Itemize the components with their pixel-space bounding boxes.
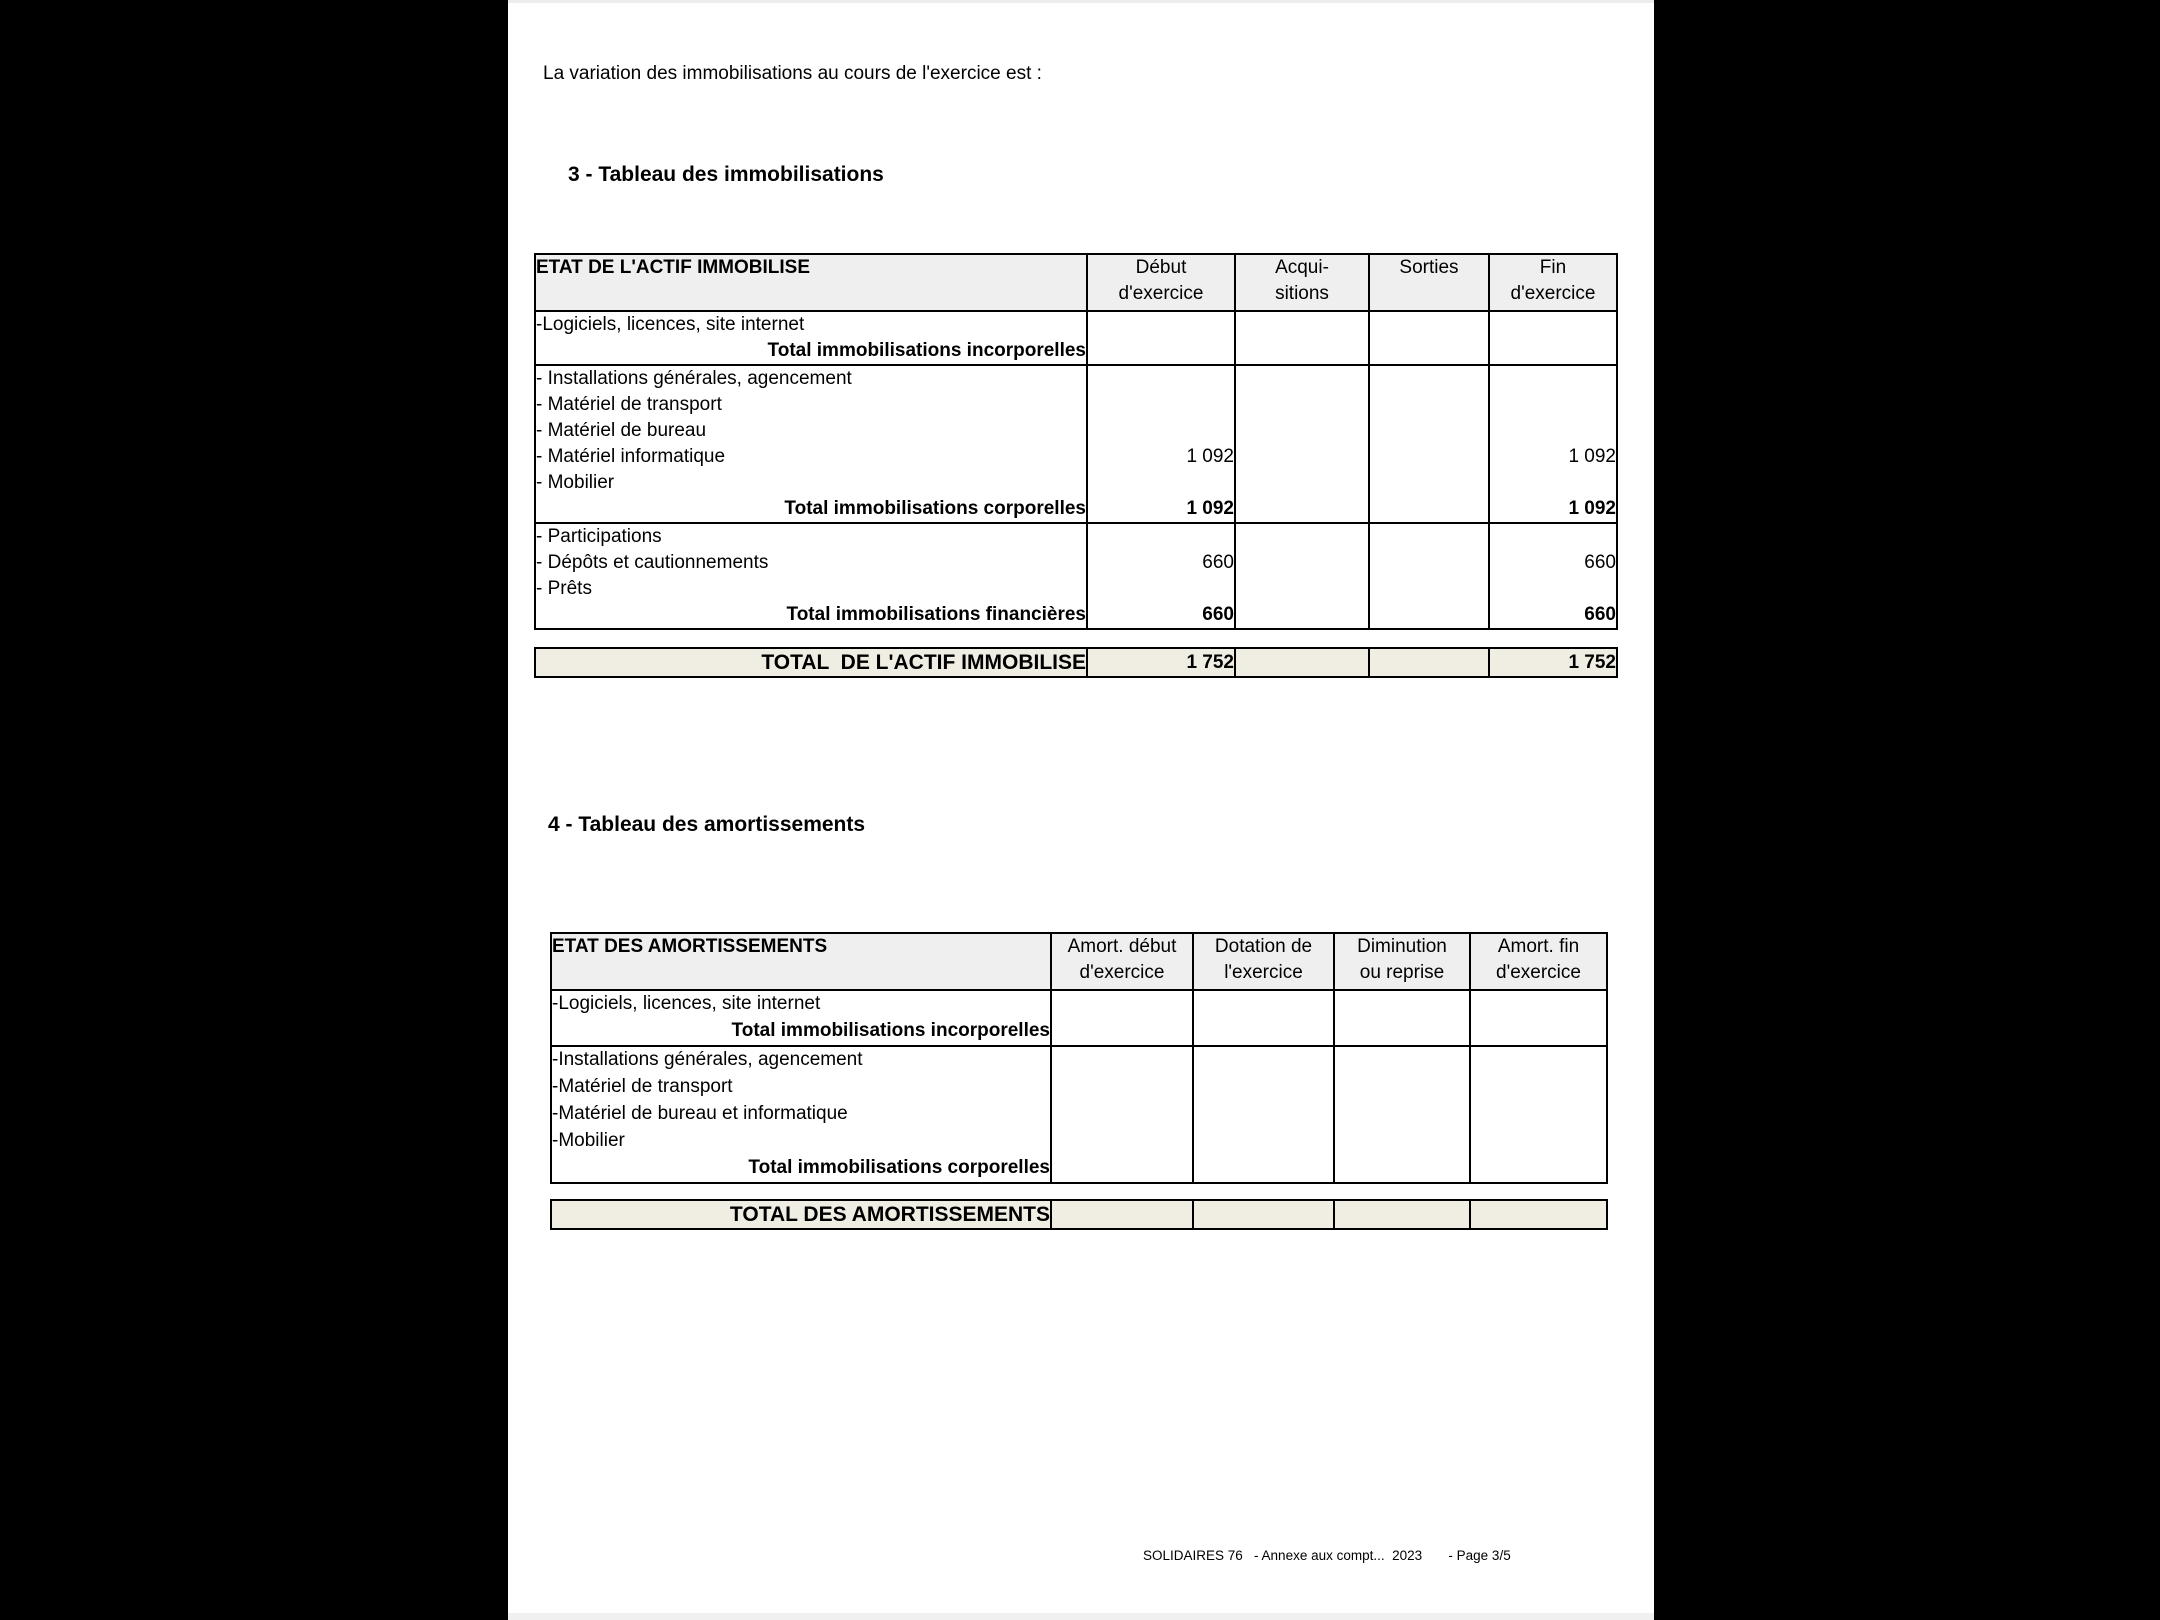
item-row: [535, 470, 1617, 496]
grand-total-value-cell: [1193, 1200, 1334, 1229]
value-cell: [1193, 1128, 1334, 1155]
grand-total-value-cell: [1470, 1200, 1607, 1229]
column-header-line2: d'exercice: [1510, 283, 1596, 304]
column-header-line2: ou reprise: [1359, 962, 1445, 983]
section-total-value-cell: [1087, 338, 1235, 365]
grand-total-value-cell: [1235, 648, 1369, 677]
item-label-cell: -Mobilier: [552, 1130, 625, 1151]
value-cell: [1369, 311, 1489, 338]
value-cell: [1369, 418, 1489, 444]
section-total-value-cell: [1193, 1018, 1334, 1046]
section-total-row: [551, 1155, 1607, 1183]
value-cell: [1087, 365, 1235, 392]
column-header-line1: Fin: [1539, 257, 1567, 278]
grand-total-value-cell: [1369, 648, 1489, 677]
column-header-line1: Dotation de: [1214, 936, 1313, 957]
column-header-cell: [1051, 933, 1193, 990]
item-label-cell: - Prêts: [536, 578, 592, 599]
value-cell: [1470, 1074, 1607, 1101]
page-footer-text: SOLIDAIRES 76 - Annexe aux compt... 2023 - Page 3/5: [1143, 1548, 1511, 1563]
grand-total-label-cell: TOTAL DE L'ACTIF IMMOBILISE: [761, 651, 1086, 674]
item-row: [535, 365, 1617, 392]
section-total-label-cell: Total immobilisations corporelles: [535, 496, 1087, 523]
value-cell: [1334, 990, 1470, 1018]
section-total-value-cell: [1369, 496, 1489, 523]
value-cell: 1 092: [1087, 444, 1235, 470]
value-cell: [1193, 1046, 1334, 1074]
value-cell: [1369, 523, 1489, 550]
value-cell: [1051, 990, 1193, 1018]
section-total-label-cell: Total immobilisations incorporelles: [551, 1018, 1051, 1046]
table-header-row: [551, 933, 1607, 990]
item-label-cell: -Matériel de bureau et informatique: [552, 1103, 848, 1124]
value-cell: [1051, 1128, 1193, 1155]
value-cell: [1369, 444, 1489, 470]
amortissements-grand-total-table: [550, 1199, 1608, 1230]
page-top-edge: [508, 0, 1654, 3]
column-header-line1: Début: [1135, 257, 1187, 278]
value-cell: [1235, 444, 1369, 470]
column-header-line1: Amort. fin: [1497, 936, 1580, 957]
value-cell: [1087, 576, 1235, 602]
table-title-cell: ETAT DES AMORTISSEMENTS: [551, 933, 1051, 990]
section-total-value-cell: [1334, 1018, 1470, 1046]
table-header-row: [535, 254, 1617, 311]
item-row: [535, 444, 1617, 470]
column-header-line2: d'exercice: [1118, 283, 1204, 304]
value-cell: [1087, 311, 1235, 338]
page-bottom-edge: [508, 1613, 1654, 1620]
section-total-value-cell: [1235, 602, 1369, 629]
section-total-row: [535, 602, 1617, 629]
column-header-line2: [1370, 281, 1488, 307]
section-total-value-cell: [1369, 602, 1489, 629]
value-cell: [1369, 365, 1489, 392]
table-title-cell: ETAT DE L'ACTIF IMMOBILISE: [535, 254, 1087, 311]
column-header-line1: Diminution: [1357, 936, 1447, 957]
item-row: [551, 990, 1607, 1018]
column-header-cell: [1235, 254, 1369, 311]
item-label-cell: - Matériel informatique: [536, 446, 726, 467]
column-header-line2: l'exercice: [1224, 962, 1303, 983]
section-total-value-cell: [1470, 1018, 1607, 1046]
section-total-label-cell: Total immobilisations corporelles: [748, 1157, 1050, 1178]
item-row: [535, 550, 1617, 576]
item-row: [535, 576, 1617, 602]
column-header-cell: [1193, 933, 1334, 990]
value-cell: 1 092: [1489, 444, 1617, 470]
item-label-cell: -Installations générales, agencement: [552, 1049, 863, 1070]
item-label-cell: - Participations: [536, 526, 662, 547]
value-cell: [1489, 311, 1617, 338]
value-cell: [1489, 365, 1617, 392]
section-total-value-cell: [1369, 338, 1489, 365]
value-cell: [1051, 1074, 1193, 1101]
section-total-label-cell: Total immobilisations incorporelles: [535, 338, 1087, 365]
column-header-line1: Amort. début: [1067, 936, 1177, 957]
value-cell: [1470, 1101, 1607, 1128]
value-cell: [1489, 470, 1617, 496]
value-cell: [1235, 311, 1369, 338]
value-cell: [1334, 1074, 1470, 1101]
item-row: [551, 1128, 1607, 1155]
value-cell: [1334, 1128, 1470, 1155]
value-cell: [1235, 576, 1369, 602]
item-row: [551, 1046, 1607, 1074]
value-cell: [1235, 523, 1369, 550]
actif-grand-total-table: [534, 647, 1618, 678]
column-header-line2: d'exercice: [1496, 962, 1581, 983]
value-cell: [1087, 470, 1235, 496]
value-cell: [1193, 1074, 1334, 1101]
value-cell: [1369, 576, 1489, 602]
value-cell: 660: [1087, 550, 1235, 576]
section-total-value-cell: 1 092: [1087, 496, 1235, 523]
amortissements-table: [550, 932, 1608, 1184]
value-cell: 660: [1489, 550, 1617, 576]
value-cell: [1051, 1046, 1193, 1074]
section-total-row: [535, 496, 1617, 523]
section-total-value-cell: [1235, 338, 1369, 365]
column-header-cell: [1489, 254, 1617, 311]
item-label-cell: - Dépôts et cautionnements: [536, 552, 769, 573]
section-total-value-cell: [1470, 1155, 1607, 1183]
grand-total-row: [535, 648, 1617, 677]
item-row: [535, 523, 1617, 550]
section-total-label-cell: Total immobilisations financières: [786, 604, 1086, 625]
actif-immobilise-table: [534, 253, 1618, 630]
value-cell: [1087, 392, 1235, 418]
item-row: [535, 418, 1617, 444]
item-label-cell: -Logiciels, licences, site internet: [536, 314, 805, 335]
column-header-line1: Acqui-: [1275, 257, 1329, 278]
section-total-value-cell: [1334, 1155, 1470, 1183]
column-header-line2: sitions: [1275, 283, 1329, 304]
value-cell: [1235, 392, 1369, 418]
item-row: [551, 1074, 1607, 1101]
grand-total-value-cell: [1334, 1200, 1470, 1229]
value-cell: [1193, 990, 1334, 1018]
section-total-value-cell: [1051, 1018, 1193, 1046]
grand-total-row: [551, 1200, 1607, 1229]
value-cell: [1489, 523, 1617, 550]
item-row: [535, 311, 1617, 338]
intro-text: La variation des immobilisations au cours de l'exercice est :: [543, 63, 1042, 84]
value-cell: [1369, 470, 1489, 496]
section-total-row: [551, 1018, 1607, 1046]
grand-total-value-cell: 1 752: [1087, 648, 1235, 677]
item-label-cell: -Logiciels, licences, site internet: [552, 993, 821, 1014]
value-cell: [1235, 470, 1369, 496]
value-cell: [1087, 418, 1235, 444]
section-total-value-cell: 660: [1489, 602, 1617, 629]
column-header-cell: [1369, 254, 1489, 311]
value-cell: [1369, 550, 1489, 576]
section-total-value-cell: [1193, 1155, 1334, 1183]
section-total-row: [535, 338, 1617, 365]
value-cell: [1470, 990, 1607, 1018]
item-row: [551, 1101, 1607, 1128]
section-heading-immobilisations: 3 - Tableau des immobilisations: [568, 163, 884, 186]
section-total-value-cell: [1051, 1155, 1193, 1183]
value-cell: [1087, 523, 1235, 550]
section-total-value-cell: [1235, 496, 1369, 523]
column-header-line1: Sorties: [1399, 257, 1459, 278]
column-header-cell: [1470, 933, 1607, 990]
value-cell: [1235, 365, 1369, 392]
item-row: [535, 392, 1617, 418]
section-total-value-cell: 1 092: [1489, 496, 1617, 523]
value-cell: [1369, 392, 1489, 418]
column-header-cell: [1087, 254, 1235, 311]
grand-total-value-cell: 1 752: [1489, 648, 1617, 677]
value-cell: [1334, 1101, 1470, 1128]
item-label-cell: - Matériel de transport: [536, 394, 722, 415]
section-total-value-cell: [1489, 338, 1617, 365]
value-cell: [1193, 1101, 1334, 1128]
item-label-cell: - Installations générales, agencement: [536, 368, 852, 389]
column-header-line2: d'exercice: [1079, 962, 1165, 983]
section-total-value-cell: 660: [1087, 602, 1235, 629]
column-header-cell: [1334, 933, 1470, 990]
value-cell: [1489, 576, 1617, 602]
value-cell: [1489, 392, 1617, 418]
item-label-cell: - Matériel de bureau: [536, 420, 707, 441]
value-cell: [1489, 418, 1617, 444]
grand-total-value-cell: [1051, 1200, 1193, 1229]
value-cell: [1470, 1046, 1607, 1074]
grand-total-label-cell: TOTAL DES AMORTISSEMENTS: [729, 1203, 1050, 1226]
value-cell: [1051, 1101, 1193, 1128]
item-label-cell: - Mobilier: [536, 472, 615, 493]
document-page: [508, 0, 1654, 1620]
value-cell: [1235, 418, 1369, 444]
value-cell: [1334, 1046, 1470, 1074]
section-heading-amortissements: 4 - Tableau des amortissements: [548, 813, 866, 836]
value-cell: [1235, 550, 1369, 576]
value-cell: [1470, 1128, 1607, 1155]
item-label-cell: -Matériel de transport: [552, 1076, 733, 1097]
